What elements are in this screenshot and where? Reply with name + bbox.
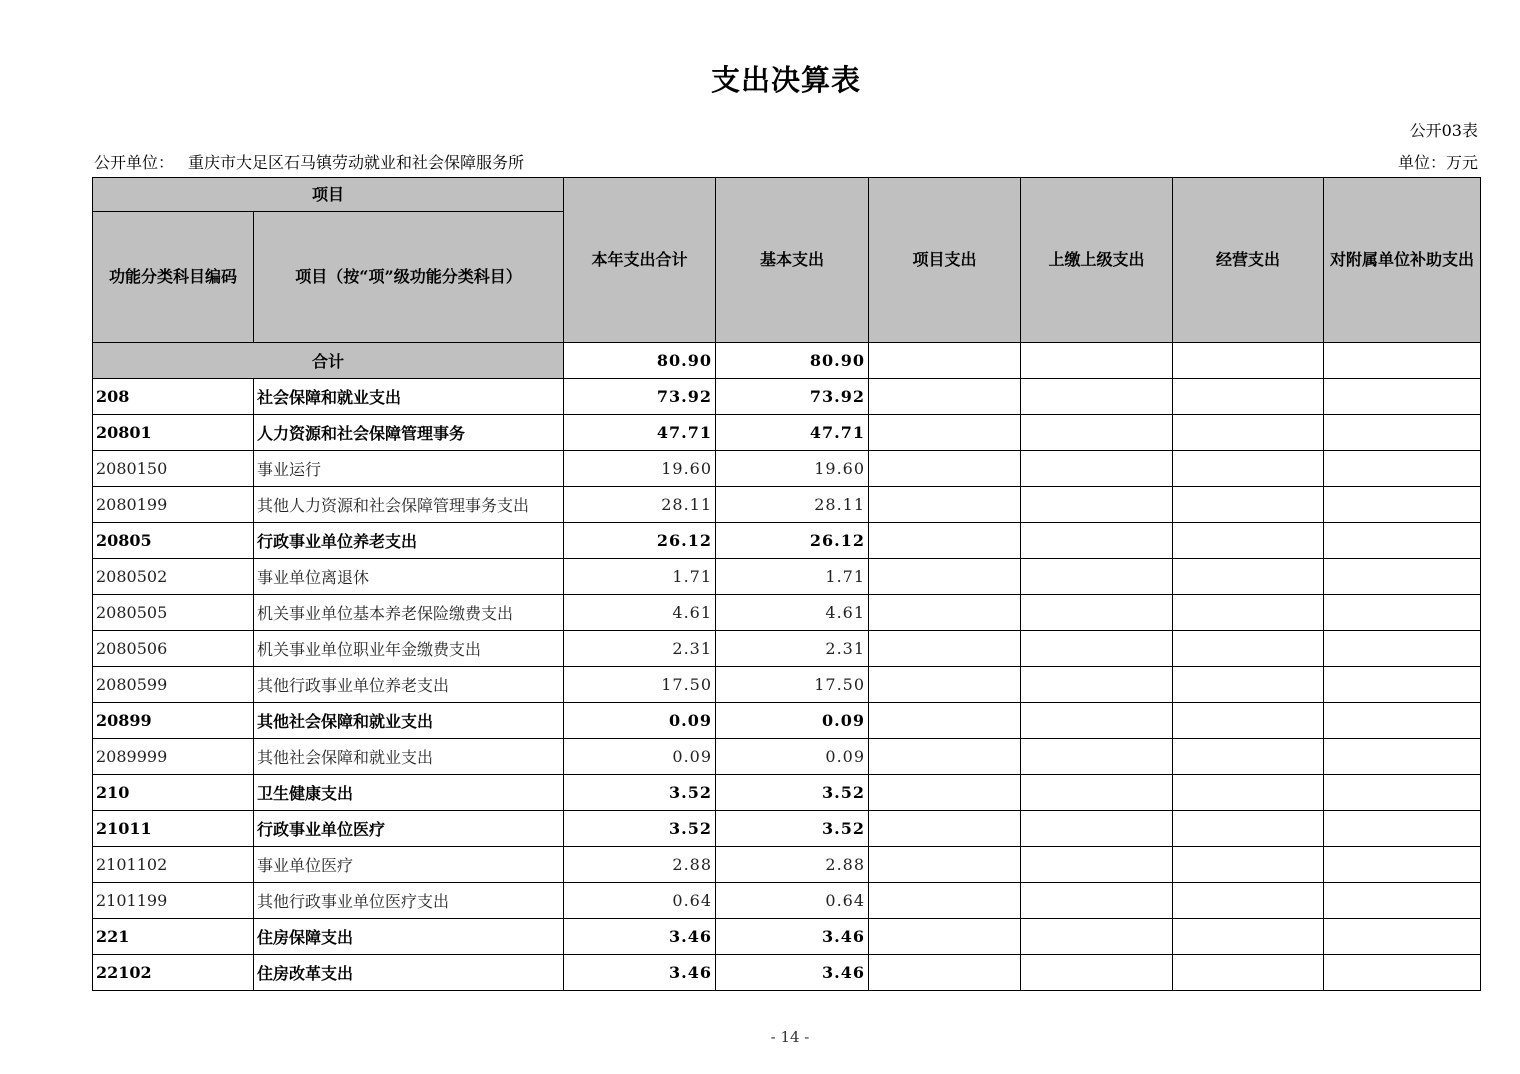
item-name-cell: 其他社会保障和就业支出 [254,703,564,739]
total-subsidy-cell [1324,343,1481,379]
item-name-cell: 其他行政事业单位医疗支出 [254,883,564,919]
subsidy-cell [1324,631,1481,667]
header-upper-payment: 上缴上级支出 [1021,178,1173,343]
project-cell [869,631,1021,667]
subsidy-cell [1324,811,1481,847]
total-cell: 3.46 [564,919,716,955]
total-cell: 4.61 [564,595,716,631]
total-cell: 19.60 [564,451,716,487]
item-name-cell: 住房改革支出 [254,955,564,991]
total-cell: 3.52 [564,775,716,811]
table-row [93,811,1481,847]
item-name-cell: 其他人力资源和社会保障管理事务支出 [254,487,564,523]
basic-cell: 28.11 [716,487,869,523]
basic-cell: 1.71 [716,559,869,595]
basic-cell: 2.88 [716,847,869,883]
subsidy-cell [1324,487,1481,523]
table-row [93,379,1481,415]
subsidy-cell [1324,955,1481,991]
total-cell: 17.50 [564,667,716,703]
upper-cell [1021,703,1173,739]
project-cell [869,955,1021,991]
table-row [93,883,1481,919]
code-cell: 210 [93,775,254,811]
project-cell [869,559,1021,595]
upper-cell [1021,667,1173,703]
total-upper-cell [1021,343,1173,379]
header-project-expenditure: 项目支出 [869,178,1021,343]
item-name-cell: 其他社会保障和就业支出 [254,739,564,775]
business-cell [1173,487,1324,523]
expenditure-table [92,177,1481,991]
total-cell: 3.46 [564,955,716,991]
subsidy-cell [1324,523,1481,559]
code-cell: 20801 [93,415,254,451]
basic-cell: 4.61 [716,595,869,631]
reporting-unit-name: 重庆市大足区石马镇劳动就业和社会保障服务所 [188,153,525,172]
code-cell: 20805 [93,523,254,559]
item-name-cell: 行政事业单位养老支出 [254,523,564,559]
basic-cell: 3.46 [716,955,869,991]
header-code: 功能分类科目编码 [93,212,254,343]
total-amount: 80.90 [564,343,716,379]
basic-cell: 0.09 [716,739,869,775]
table-row [93,847,1481,883]
upper-cell [1021,415,1173,451]
project-cell [869,883,1021,919]
code-cell: 2080150 [93,451,254,487]
total-business-cell [1173,343,1324,379]
subsidy-cell [1324,415,1481,451]
table-row [93,919,1481,955]
code-cell: 22102 [93,955,254,991]
upper-cell [1021,523,1173,559]
upper-cell [1021,775,1173,811]
total-basic: 80.90 [716,343,869,379]
total-cell: 47.71 [564,415,716,451]
code-cell: 221 [93,919,254,955]
subsidy-cell [1324,739,1481,775]
basic-cell: 17.50 [716,667,869,703]
basic-cell: 47.71 [716,415,869,451]
subsidy-cell [1324,703,1481,739]
item-name-cell: 其他行政事业单位养老支出 [254,667,564,703]
code-cell: 2080199 [93,487,254,523]
header-total: 本年支出合计 [564,178,716,343]
upper-cell [1021,955,1173,991]
total-cell: 2.31 [564,631,716,667]
header-subsidy: 对附属单位补助支出 [1324,178,1481,343]
upper-cell [1021,811,1173,847]
business-cell [1173,595,1324,631]
item-name-cell: 住房保障支出 [254,919,564,955]
basic-cell: 0.09 [716,703,869,739]
project-cell [869,415,1021,451]
total-cell: 1.71 [564,559,716,595]
project-cell [869,451,1021,487]
table-row [93,703,1481,739]
upper-cell [1021,595,1173,631]
table-row [93,667,1481,703]
table-row [93,559,1481,595]
code-cell: 2089999 [93,739,254,775]
page-number: - 14 - [770,1028,810,1046]
business-cell [1173,775,1324,811]
business-cell [1173,955,1324,991]
code-cell: 20899 [93,703,254,739]
business-cell [1173,703,1324,739]
reporting-unit [94,150,524,173]
total-cell: 3.52 [564,811,716,847]
subsidy-cell [1324,847,1481,883]
project-cell [869,739,1021,775]
money-unit: 单位：万元 [1397,153,1478,172]
business-cell [1173,631,1324,667]
total-cell: 0.09 [564,703,716,739]
basic-cell: 19.60 [716,451,869,487]
upper-cell [1021,847,1173,883]
subsidy-cell [1324,667,1481,703]
form-number: 公开03表 [1409,121,1478,140]
upper-cell [1021,631,1173,667]
total-label: 合计 [93,343,564,379]
item-name-cell: 事业单位医疗 [254,847,564,883]
project-cell [869,775,1021,811]
code-cell: 2101199 [93,883,254,919]
project-cell [869,919,1021,955]
business-cell [1173,811,1324,847]
header-basic: 基本支出 [716,178,869,343]
item-name-cell: 行政事业单位医疗 [254,811,564,847]
code-cell: 21011 [93,811,254,847]
total-cell: 73.92 [564,379,716,415]
business-cell [1173,919,1324,955]
upper-cell [1021,487,1173,523]
project-cell [869,379,1021,415]
basic-cell: 3.46 [716,919,869,955]
basic-cell: 3.52 [716,775,869,811]
page-title: 支出决算表 [710,63,861,97]
project-cell [869,703,1021,739]
table-row [93,487,1481,523]
table-row [93,415,1481,451]
table-row [93,775,1481,811]
table-row [93,523,1481,559]
total-cell: 26.12 [564,523,716,559]
item-name-cell: 社会保障和就业支出 [254,379,564,415]
code-cell: 2080502 [93,559,254,595]
basic-cell: 3.52 [716,811,869,847]
header-item: 项目（按“项”级功能分类科目） [254,212,564,343]
basic-cell: 0.64 [716,883,869,919]
subsidy-cell [1324,451,1481,487]
subsidy-cell [1324,775,1481,811]
upper-cell [1021,919,1173,955]
upper-cell [1021,883,1173,919]
business-cell [1173,523,1324,559]
total-cell: 0.64 [564,883,716,919]
total-cell: 0.09 [564,739,716,775]
header-project: 项目 [93,178,564,212]
upper-cell [1021,451,1173,487]
project-cell [869,523,1021,559]
total-cell: 2.88 [564,847,716,883]
table-row [93,955,1481,991]
table-row [93,739,1481,775]
subsidy-cell [1324,595,1481,631]
code-cell: 2101102 [93,847,254,883]
upper-cell [1021,379,1173,415]
code-cell: 2080506 [93,631,254,667]
subsidy-cell [1324,559,1481,595]
item-name-cell: 人力资源和社会保障管理事务 [254,415,564,451]
item-name-cell: 卫生健康支出 [254,775,564,811]
code-cell: 2080599 [93,667,254,703]
business-cell [1173,739,1324,775]
project-cell [869,847,1021,883]
business-cell [1173,415,1324,451]
total-row [93,343,1481,379]
upper-cell [1021,739,1173,775]
reporting-unit-label: 公开单位： [94,153,175,172]
subsidy-cell [1324,883,1481,919]
business-cell [1173,847,1324,883]
code-cell: 2080505 [93,595,254,631]
business-cell [1173,451,1324,487]
total-project-cell [869,343,1021,379]
code-cell: 208 [93,379,254,415]
subsidy-cell [1324,919,1481,955]
table-row [93,451,1481,487]
table-row [93,595,1481,631]
business-cell [1173,379,1324,415]
item-name-cell: 事业单位离退休 [254,559,564,595]
item-name-cell: 机关事业单位基本养老保险缴费支出 [254,595,564,631]
business-cell [1173,883,1324,919]
business-cell [1173,559,1324,595]
item-name-cell: 事业运行 [254,451,564,487]
basic-cell: 2.31 [716,631,869,667]
item-name-cell: 机关事业单位职业年金缴费支出 [254,631,564,667]
subsidy-cell [1324,379,1481,415]
project-cell [869,595,1021,631]
project-cell [869,487,1021,523]
table-row [93,631,1481,667]
upper-cell [1021,559,1173,595]
basic-cell: 26.12 [716,523,869,559]
business-cell [1173,667,1324,703]
project-cell [869,667,1021,703]
basic-cell: 73.92 [716,379,869,415]
project-cell [869,811,1021,847]
total-cell: 28.11 [564,487,716,523]
header-business: 经营支出 [1173,178,1324,343]
